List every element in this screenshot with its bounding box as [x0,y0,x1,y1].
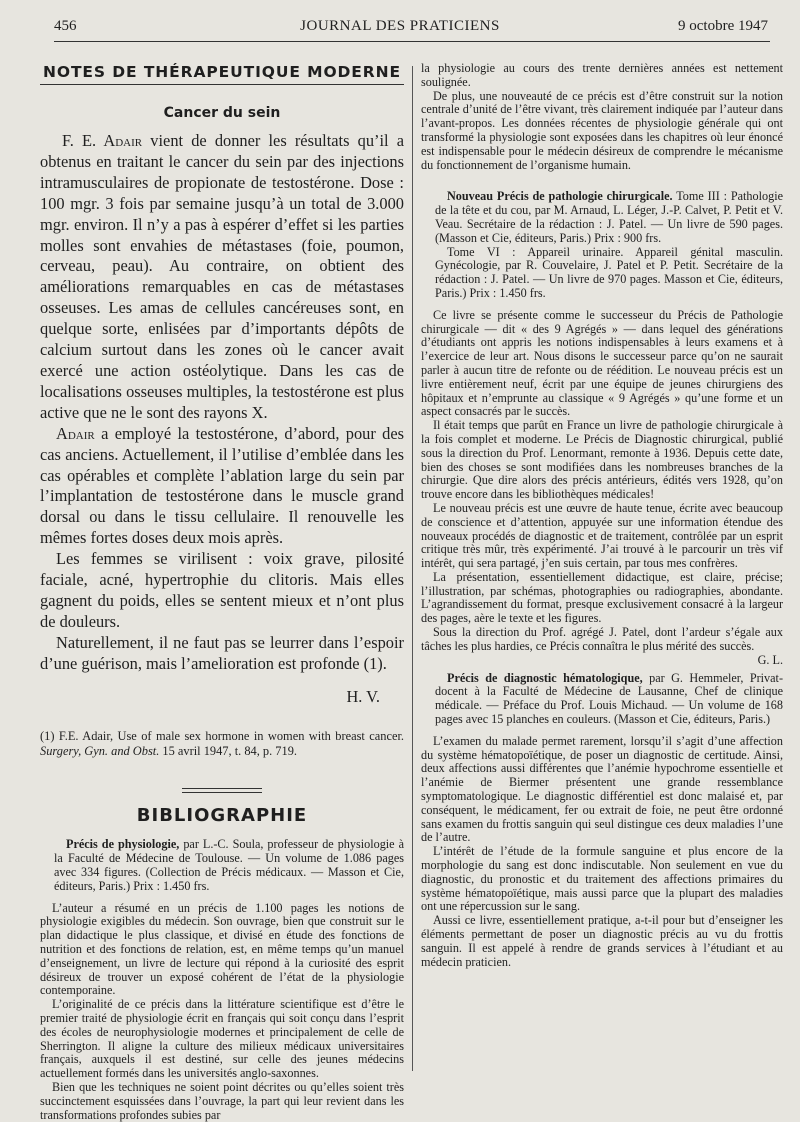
right-column [421,62,783,969]
paragraph [40,424,404,549]
paragraph [40,131,404,424]
author-name: Adair [56,423,95,443]
footnote [40,729,404,758]
review-paragraph: L’examen du malade permet rarement, lorsqu’il s’agit d’une affection du système hématopoïétique, de poser un diagnostic de certitude. Ainsi, deux affections aussi différentes que l’anémie hypochrome essentielle et l’anémie de Biermer présentent une grande ressemblance symptomatologique. Le diagnostic différentiel est donc malaisé et, par conséquent, le médicament, fer ou extrait de foie, ne peut être ordonné sans examen du frottis sanguin qui seul distingue ces deux maladies l’une de l’autre. [421,733,783,845]
bibliographie-title: BIBLIOGRAPHIE [136,805,308,827]
header-rule [54,41,770,42]
review-paragraph [421,625,783,667]
review-paragraph: Bien que les techniques ne soient point décrites ou qu’elles soient très succinctement esquissées dans l’ouvrage, la part qui leur revient dans les transformations profondes subies par [40,1080,404,1122]
book-entry: Tome VI : Appareil urinaire. Appareil génital masculin. Gynécologie, par R. Couvelaire, J. Patel et P. Petit. Secrétaire de la rédaction : J. Patel. — Un livre de 970 pages. Masson et Cie, éditeurs, Paris.) Prix : 1.450 frs. [435,244,783,300]
paragraph-text: a employé la testostérone, d’abord, pour des cas anciens. Actuellement, il l’utilise d’emblée dans les cas opérables et complète l’ablation large du sein par l’implantation de testostérone dans le muscle grand dorsal ou dans le tissu cellulaire. Il renouvelle les mêmes fortes doses deux mois après. [40,423,404,548]
paragraph-text: Sous la direction du Prof. agrégé J. Patel, dont l’ardeur s’égale aux tâches les plus hardies, ce Précis connaîtra le plus mérité des succès. [421,625,783,653]
section-divider [182,788,262,793]
footnote-tail: 15 avril 1947, t. 84, p. 719. [162,743,297,758]
book-title: Nouveau Précis de pathologie chirurgicale. [447,189,673,204]
book-details: Tome III : Pathologie de la tête et du cou, par M. Arnaud, L. Léger, J.-P. Calvet, P. Petit et V. Veau. Secrétaire de la rédaction : J. Patel. — Un livre de 590 pages. (Masson et Cie, éditeurs, Paris.) Prix : 900 frs. [435,189,783,245]
issue-date: 9 octobre 1947 [678,18,768,34]
therapeutique-section-title: NOTES DE THÉRAPEUTIQUE MODERNE [43,63,401,81]
book-details: par G. Hemmeler, Privat-docent à la Faculté de Médecine de Lausanne, Chef de clinique médicale. — Préface du Prof. Louis Michaud. — Un volume de 168 pages avec 15 planches en couleurs. (Masson et Cie, éditeurs, Paris.) [435,670,784,727]
review-paragraph: De plus, une nouveauté de ce précis est d’être construit sur la notion centrale d’unité de l’être vivant, très clairement indiquée par l’auteur dans l’avant-propos. Les données récentes de physiologie générale qui ont transformé la physiologie sont exposées dans les chapitres où leur énoncé est indispensable pour le médecin désireux de comprendre le mécanisme du fonctionnement de l’organisme humain. [421,88,783,172]
paragraph: Naturellement, il ne faut pas se leurrer dans l’espoir d’une guérison, mais l’amelioration est profonde (1). [40,632,404,673]
review-paragraph: Il était temps que parût en France un livre de pathologie chirurgicale à la fois complet et moderne. Le Précis de Diagnostic chirurgical, publié sous la direction du Prof. Lenormant, remonte à 1936. Depuis cette date, bien des choses se sont modifiées dans les nombreuses branches de la chirurgie. Que dire alors des précis antérieurs, édités vers 1928, qu’on trouve encore dans les bibliothèques médicales! [421,418,783,502]
footnote-ref: (1) F.E. Adair, [40,729,114,744]
page-number: 456 [54,18,77,34]
book-entry [421,672,783,727]
review-paragraph: Aussi ce livre, essentiellement pratique, a-t-il pour but d’enseigner les éléments permettant de poser un diagnostic précis au vu du frottis sanguin. Il est appelé à rendre de grands services à l’étudiant et au médecin praticien. [421,913,783,969]
book-entry [421,190,783,245]
review-paragraph: L’intérêt de l’étude de la formule sanguine et plus encore de la morphologie du sang est donc indiscutable. Non seulement en vue du diagnostic, du pronostic et du traitement des affections primaires du système hématopoïétique, mais aussi parce que la plupart des maladies ont une répercussion sur le sang. [421,844,783,914]
review-paragraph: Ce livre se présente comme le successeur du Précis de Pathologie chirurgicale — dit « des 9 Agrégés » — dans lequel des générations d’étudiants ont appris les notions indispensables à leurs examens et à l’exercice de leur art. Nous disons le successeur parce qu’on ne saurait parler à aucun titre de refonte ou de réédition. Le nouveau précis est un livre entièrement neuf, écrit par une équipe de jeunes chirurgiens des hôpitaux et n’emprunte au classique « 9 Agrégés » qu’une forme et un aspect consacrés par le succès. [421,307,783,419]
page-header [0,0,800,42]
review-paragraph: L’originalité de ce précis dans la littérature scientifique est d’être le premier traité de physiologie écrit en français qui soit conçu dans l’esprit des écoles de neurophysiologie modernes et principalement de celle de Sherrington. Il aligne la culture des milieux médicaux universitaires français, auxquels il est destiné, sur celle des jeunes médecins actuellement formés dans les universités anglo-saxonnes. [40,997,404,1081]
book-details: par L.-C. Soula, professeur de physiologie à la Faculté de Médecine de Toulouse. — Un volume de 1.086 pages avec 334 figures. (Collection de Précis médicaux. — Masson et Cie, éditeurs, Paris.) Prix : 1.450 frs. [54,837,404,893]
journal-title: JOURNAL DES PRATICIENS [300,18,500,34]
author-name: F. E. Adair [62,131,143,150]
review-paragraph: L’auteur a résumé en un précis de 1.100 pages les notions de physiologie exigibles du médecin. Son ouvrage, bien que construit sur le plan didactique le plus classique, et divisé en étude des fonctions de nutrition et des fonctions de relation, est, en même temps qu’un manuel d’enseignement, un livre de lecture qui répond à la curiosité des esprit désireux de trouver un exposé cohérent de l’état de la physiologie contemporaine. [40,900,404,998]
book-title: Précis de diagnostic hématologique, [447,670,643,685]
column-separator [412,66,413,1071]
paragraph: Les femmes se virilisent : voix grave, pilosité faciale, acné, hypertrophie du clitoris. Mais elles gagnent du poids, elles se sentent mieux et n’ont plus de douleurs. [40,549,404,631]
paragraph-text: vient de donner les résultats qu’il a obtenus en traitant le cancer du sein par des injections intramusculaires de propionate de testostérone. Dose : 100 mgr. 3 fois par semaine jusqu’à un total de 3.000 mgr. environ. Il n’y a pas à espérer d’effet si les parties molles sont envahies de métastases (foie, poumon, cerveau, peau). Au contraire, on obtient des améliorations remarquables en cas de métastases osseuses. Les amas de cellules cancéreuses sont, en quelque sorte, enlisées par d’importants dépôts de calcium surtout dans les zones où le cancer avait exercé une action ostéolytique. Dans les cas de localisations osseuses multiples, la testostérone est plus active que ne le sont des rayons X. [40,131,405,422]
footnote-source: Surgery, Gyn. and Obst. [40,743,160,758]
article-subtitle: Cancer du sein [163,105,281,121]
book-title: Précis de physiologie, [66,837,180,852]
signature: H. V. [346,686,380,706]
review-paragraph: Le nouveau précis est une œuvre de haute tenue, écrite avec beaucoup de conscience et d’attention, appuyée sur une information étendue des nouveaux procédés de diagnostic et de traitement, contrôlée par un esprit critique très mûr, très expérimenté. J’ai trouvé à le parcourir un très vif intérêt, qui sera partagé, j’en suis certain, par tous mes confrères. [421,500,783,571]
article-body [40,131,404,707]
signature: G. L. [757,652,783,667]
footnote-text: Use of male sex hormone in women with breast cancer. [117,729,404,744]
physiologie-review [40,838,404,1122]
review-paragraph: La présentation, essentiellement didactique, est claire, précise; l’illustration, par schémas, photographies ou radiographies, abondante. L’agrandissement du format, presque exclusivement consacré à la largeur des pages, aère le texte et les figures. [421,569,783,626]
book-entry [40,838,404,893]
section-rule [40,84,404,85]
left-column [40,52,404,1122]
review-paragraph: la physiologie au cours des trente dernières années est nettement soulignée. [421,61,783,89]
